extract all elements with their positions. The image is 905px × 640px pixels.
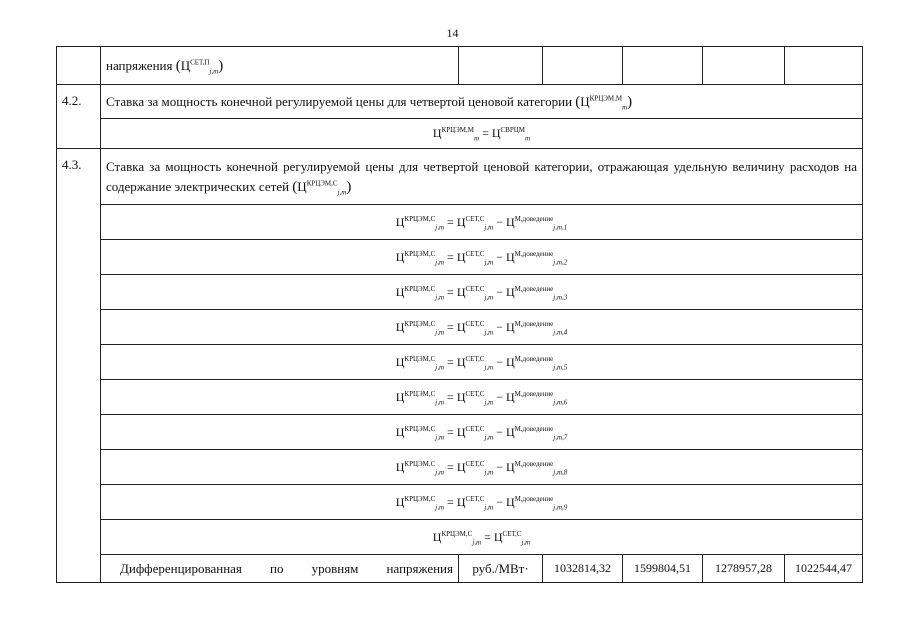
value-cell: 1278957,28 [703, 555, 785, 583]
formula: $Ц^{КРЦЭМ,C}_{j,m} = Ц^{СЕТ,C}_{j,m}$ [101, 520, 863, 555]
formula-row [57, 345, 863, 380]
formula-row [57, 485, 863, 520]
formula: $Ц^{КРЦЭМ,C}_{j,m} = Ц^{СЕТ,C}_{j,m} - Ц^{М,доведение}_{j,m,7}$ [101, 415, 863, 450]
table-row-differentiated [57, 555, 863, 583]
section-4-2-formula-row [57, 119, 863, 149]
formula-row [57, 310, 863, 345]
formula-row [57, 380, 863, 415]
value-cell [623, 47, 703, 85]
formula: $Ц^{КРЦЭМ,C}_{j,m} = Ц^{СЕТ,C}_{j,m} - Ц^{М,доведение}_{j,m,6}$ [101, 380, 863, 415]
formula: $Ц^{КРЦЭМ,C}_{j,m} = Ц^{СЕТ,C}_{j,m} - Ц^{М,доведение}_{j,m,4}$ [101, 310, 863, 345]
label-cell: Дифференцированная по уровням напряжения [101, 555, 459, 583]
formula-symbol: $Ц^{КРЦЭМ,М}_m$ [580, 93, 628, 112]
formula: $Ц^{КРЦЭМ,C}_{j,m} = Ц^{СЕТ,C}_{j,m} - Ц^{М,доведение}_{j,m,2}$ [101, 240, 863, 275]
formula: $Ц^{КРЦЭМ,C}_{j,m} = Ц^{СЕТ,C}_{j,m} - Ц^{М,доведение}_{j,m,3}$ [101, 275, 863, 310]
section-4-2-heading [57, 85, 863, 119]
unit-cell: руб./МВт· [459, 555, 543, 583]
unit-cell [459, 47, 543, 85]
formula-row [57, 205, 863, 240]
formula-row [57, 450, 863, 485]
formula: $Ц^{КРЦЭМ,М}_m = Ц^{СВРЦМ}_m$ [101, 119, 863, 149]
value-cell: 1599804,51 [623, 555, 703, 583]
formula-symbol: $Ц^{СЕТ,П}_{j,m}$ [180, 57, 219, 76]
label-cell: напряжения $(Ц^{СЕТ,П}_{j,m})$ [101, 47, 459, 85]
tariff-table [56, 46, 863, 583]
table-row-continuation [57, 47, 863, 85]
formula: $Ц^{КРЦЭМ,C}_{j,m} = Ц^{СЕТ,C}_{j,m} - Ц^{М,доведение}_{j,m,1}$ [101, 205, 863, 240]
value-cell [703, 47, 785, 85]
formula-row [57, 240, 863, 275]
section-number: 4.2. [57, 85, 101, 149]
formula-row [57, 275, 863, 310]
section-text: Ставка за мощность конечной регулируемой цены для четвертой ценовой категории, отражающая удельную величину расходов на содержание электрических сетей $(Ц^{КРЦЭМ,С}_{j,m})$ [101, 149, 863, 205]
formula-row-final [57, 520, 863, 555]
formula-row [57, 415, 863, 450]
value-cell [785, 47, 863, 85]
formula: $Ц^{КРЦЭМ,C}_{j,m} = Ц^{СЕТ,C}_{j,m} - Ц^{М,доведение}_{j,m,9}$ [101, 485, 863, 520]
value-cell: 1022544,47 [785, 555, 863, 583]
section-text: Ставка за мощность конечной регулируемой цены для четвертой ценовой категории $(Ц^{КРЦЭМ,М}_m)$ [101, 85, 863, 119]
formula: $Ц^{КРЦЭМ,C}_{j,m} = Ц^{СЕТ,C}_{j,m} - Ц^{М,доведение}_{j,m,8}$ [101, 450, 863, 485]
value-cell [543, 47, 623, 85]
page-number: 14 [446, 26, 459, 40]
value-cell: 1032814,32 [543, 555, 623, 583]
label-text: напряжения [106, 57, 173, 73]
formula: $Ц^{КРЦЭМ,C}_{j,m} = Ц^{СЕТ,C}_{j,m} - Ц^{М,доведение}_{j,m,5}$ [101, 345, 863, 380]
section-4-3-heading [57, 149, 863, 205]
section-number: 4.3. [57, 149, 101, 583]
formula-symbol: $Ц^{КРЦЭМ,С}_{j,m}$ [297, 178, 347, 197]
number-cell [57, 47, 101, 85]
